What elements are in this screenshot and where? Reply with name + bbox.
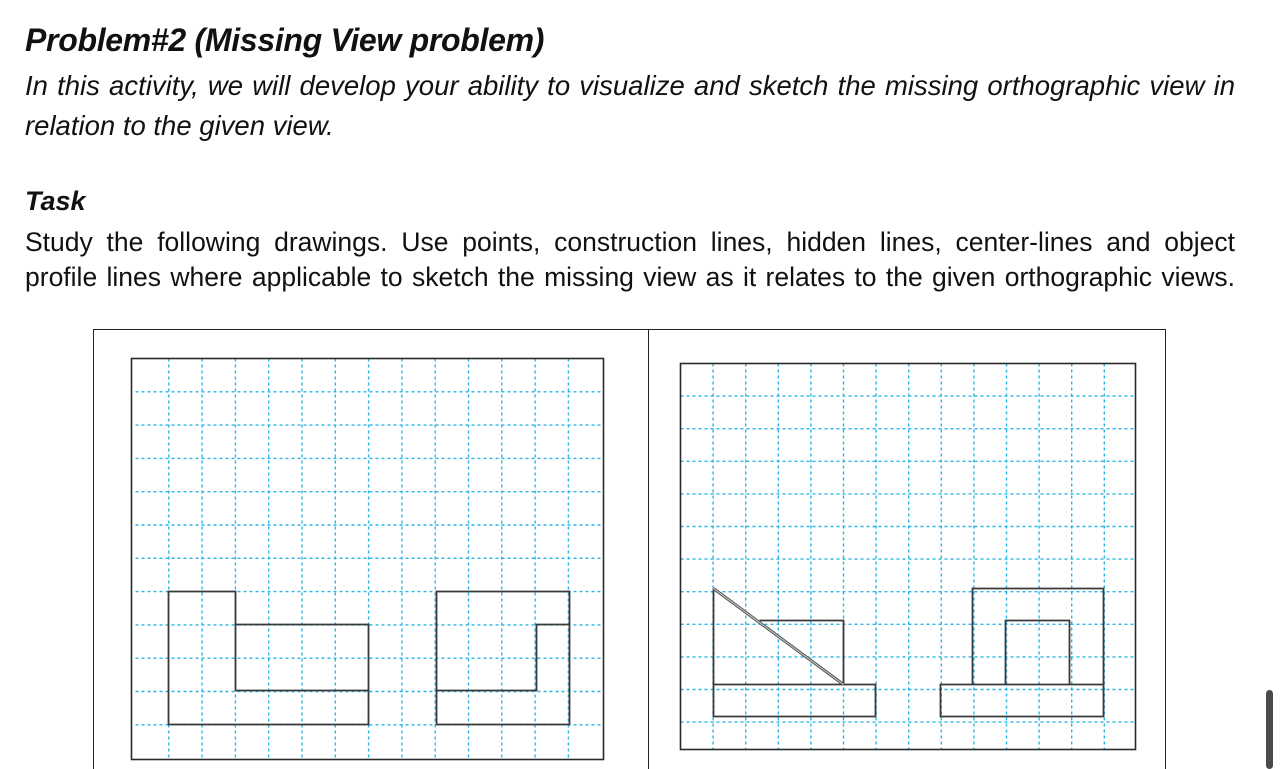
figure-table-divider	[648, 329, 649, 769]
scrollbar-thumb[interactable]	[1266, 690, 1273, 769]
figure-table	[93, 329, 1166, 769]
problem-title: Problem#2 (Missing View problem)	[25, 22, 545, 58]
intro-paragraph: In this activity, we will develop your ability to visualize and sketch the missing orthographic view in relation to the given view.	[25, 70, 1235, 141]
task-instructions: Study the following drawings. Use points, construction lines, hidden lines, center-lines and object profile lines where applicable to sketch the missing view as it relates to the given orthographic views.	[25, 227, 1235, 292]
task-heading: Task	[25, 186, 86, 216]
